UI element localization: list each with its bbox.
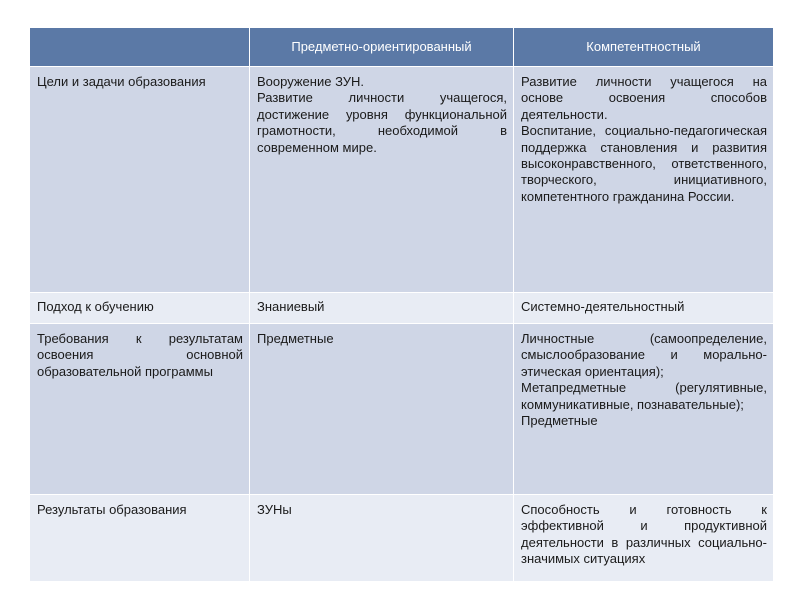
- table-row-results: [30, 495, 774, 582]
- cell-paragraph: Личностные (самоопределение, смыслообразование и морально-этическая ориентация);: [521, 331, 767, 379]
- row-label: Подход к обучению: [30, 293, 250, 324]
- header-subject-oriented: Предметно-ориентированный: [250, 28, 514, 67]
- row-label: Цели и задачи образования: [30, 67, 250, 293]
- comparison-table: [29, 27, 774, 582]
- competence-cell: [514, 293, 774, 324]
- table-row-requirements: [30, 324, 774, 495]
- header-empty-cell: [30, 28, 250, 67]
- cell-paragraph: Воспитание, социально-педагогическая поддержка становления и развития высоконравственного, ответственного, творческого, инициативного, компетентного гражданина России.: [521, 123, 767, 204]
- cell-paragraph: Знаниевый: [257, 299, 325, 314]
- cell-paragraph: Системно-деятельностный: [521, 299, 685, 314]
- subject-cell: [250, 495, 514, 582]
- table-row-approach: [30, 293, 774, 324]
- cell-paragraph: Предметные: [521, 413, 598, 429]
- row-label: Результаты образования: [30, 495, 250, 582]
- competence-cell: [514, 67, 774, 293]
- competence-cell: [514, 495, 774, 582]
- subject-cell: [250, 324, 514, 495]
- header-row: [30, 28, 774, 67]
- cell-paragraph: Развитие личности учащегося на основе освоения способов деятельности.: [521, 74, 767, 122]
- table-row-goals: [30, 67, 774, 293]
- cell-paragraph: Развитие личности учащегося, достижение уровня функциональной грамотности, необходимой в современном мире.: [257, 90, 507, 155]
- cell-paragraph: Предметные: [257, 331, 334, 346]
- subject-cell: [250, 67, 514, 293]
- header-competence: Компетентностный: [514, 28, 774, 67]
- competence-cell: [514, 324, 774, 495]
- row-label: Требования к результатам освоения основной образовательной программы: [30, 324, 250, 495]
- cell-paragraph: Вооружение ЗУН.: [257, 74, 365, 89]
- subject-cell: [250, 293, 514, 324]
- cell-paragraph: ЗУНы: [257, 502, 292, 517]
- cell-paragraph: Метапредметные (регулятивные, коммуникативные, познавательные);: [521, 380, 767, 412]
- cell-paragraph: Способность и готовность к эффективной и продуктивной деятельности в различных социально-значимых ситуациях: [521, 502, 767, 567]
